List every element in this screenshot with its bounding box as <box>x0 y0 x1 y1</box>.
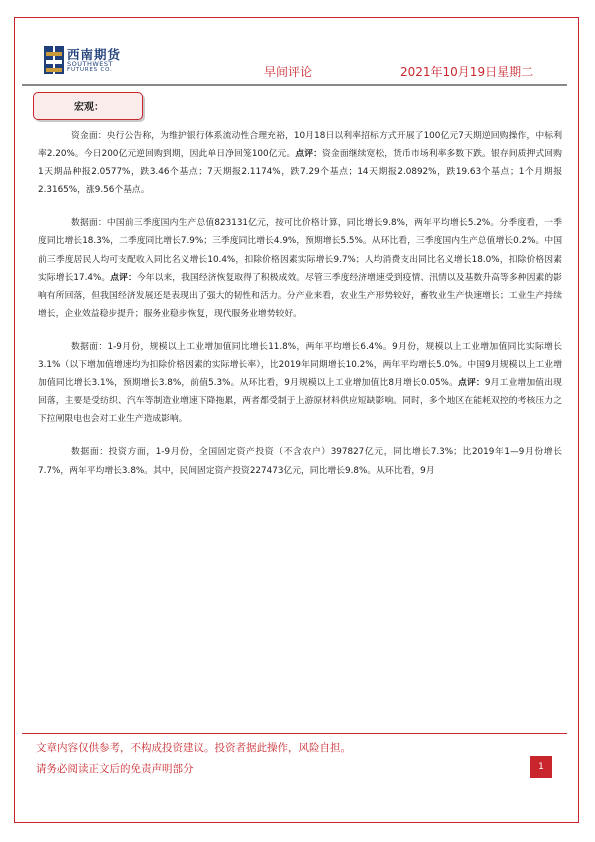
paragraph-comment: 今年以来，我国经济恢复取得了积极成效。尽管三季度经济增速受到疫情、汛情以及基数升高等多种因素的影响有所回落，但我国经济发展还是表现出了强大的韧性和活力。分产业来看，农业生产形势较好，畜牧业生产快速增长；工业生产持续增长，企业效益稳步提升；服务业稳步恢复，现代服务业增势较好。 <box>38 272 562 319</box>
disclaimer-text: 文章内容仅供参考，不构成投资建议。投资者据此操作，风险自担。 <box>36 742 351 754</box>
comment-label: 点评： <box>458 378 485 389</box>
company-logo <box>44 44 126 76</box>
paragraph <box>38 443 562 479</box>
paragraph-comment: 资金面继续宽松，货币市场利率多数下跌。银存间质押式回购1天期品种报2.0577%，跌3.46个基点；7天期报2.1174%，跌7.29个基点；14天期报2.0892%，跌19.63个基点；1个月期报2.3165%，涨9.56个基点。 <box>38 149 562 196</box>
logo-text-en: SOUTHWEST <box>67 60 113 68</box>
report-date: 2021年10月19日星期二 <box>400 65 534 79</box>
disclaimer-notice: 请务必阅读正文后的免责声明部分 <box>36 763 194 775</box>
article-body <box>38 127 562 495</box>
paragraph-lead: 数据面：投资方面，1-9月份，全国固定资产投资（不含农户）397827亿元，同比增长7.3%；比2019年1—9月份增长7.7%，两年平均增长3.8%。其中，民间固定资产投资227473亿元，同比增长9.8%。从环比看，9月 <box>38 447 562 476</box>
comment-label: 点评： <box>295 149 323 160</box>
paragraph <box>38 214 562 323</box>
section-heading: 宏观： <box>74 102 104 113</box>
paragraph-lead: 资金面：央行公告称，为维护银行体系流动性合理充裕，10月18日以利率招标方式开展了100亿元7天期逆回购操作，中标利率2.20%。今日200亿元逆回购到期，因此单日净回笼100亿元。 <box>38 131 562 160</box>
section-heading-box <box>33 92 143 120</box>
logo-mark-icon <box>44 46 64 74</box>
logo-text-cn: 西南期货 <box>67 47 122 62</box>
paragraph-lead: 数据面：1-9月份，规模以上工业增加值同比增长11.8%，两年平均增长6.4%。9月份，规模以上工业增加值同比实际增长3.1%（以下增加值增速均为扣除价格因素的实际增长率），比2019年同期增长10.2%，两年平均增长5.0%。中国9月规模以上工业增加值同比增长3.1%，预期增长3.8%，前值5.3%。从环比看，9月规模以上工业增加值比8月增长0.05%。 <box>38 341 562 389</box>
paragraph-lead: 数据面：中国前三季度国内生产总值823131亿元，按可比价格计算，同比增长9.8%，两年平均增长5.2%。分季度看，一季度同比增长18.3%，二季度同比增长7.9%；三季度同比增长4.9%，预期增长5.5%。从环比看，三季度国内生产总值增长0.2%。中国前三季度居民人均可支配收入同比名义增长10.4%，扣除价格因素实际增长9.7%；人均消费支出同比名义增长18.0%，扣除价格因素实际增长17.4%。 <box>38 218 562 283</box>
footer-divider <box>22 733 567 734</box>
paragraph <box>38 338 562 428</box>
header-divider <box>22 84 567 86</box>
paragraph-comment: 9月工业增加值出现回落，主要是受纺织、汽车等制造业增速下降拖累，两者都受制于上游原材料供应短缺影响。同时，多个地区在能耗双控的考核压力之下拉闸限电也会对工业生产造成影响。 <box>38 378 562 425</box>
paragraph <box>38 127 562 199</box>
comment-label: 点评： <box>110 272 137 283</box>
report-type: 早间评论 <box>264 65 313 79</box>
logo-text-en-sub: FUTURES CO. <box>67 67 113 73</box>
page-number: 1 <box>530 756 552 778</box>
